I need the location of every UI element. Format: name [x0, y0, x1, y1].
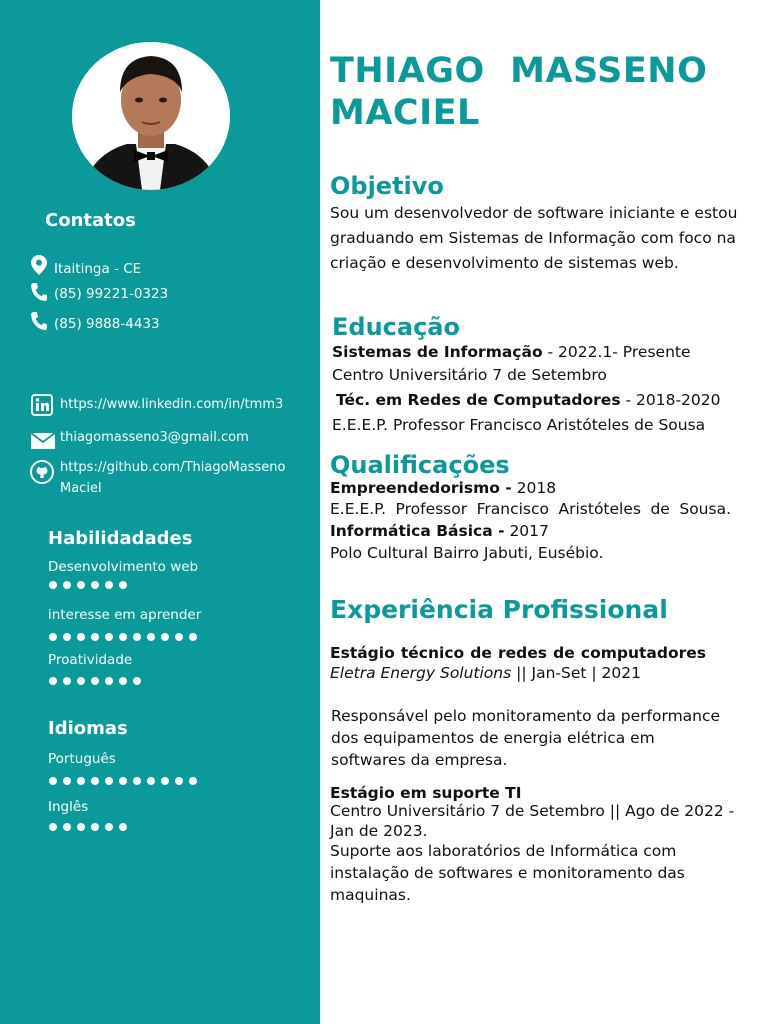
- linkedin-link[interactable]: https://www.linkedin.com/in/tmm3: [60, 397, 284, 412]
- experience-heading: Experiência Profissional: [330, 595, 668, 624]
- sidebar: [0, 0, 320, 1024]
- level-dot: [91, 581, 99, 589]
- level-dot: [91, 633, 99, 641]
- qualification-title: Empreendedorismo -: [330, 479, 512, 497]
- level-dot: [63, 677, 71, 685]
- job-company: Eletra Energy Solutions: [330, 664, 512, 682]
- level-dot: [105, 581, 113, 589]
- level-dot: [77, 823, 85, 831]
- level-dot: [175, 777, 183, 785]
- level-dot: [91, 823, 99, 831]
- job-header: [330, 643, 706, 683]
- job-title: Estágio técnico de redes de computadores: [330, 644, 706, 662]
- level-dot: [189, 777, 197, 785]
- level-dot: [119, 581, 127, 589]
- language-label: Português: [48, 751, 116, 767]
- education-item: [336, 391, 720, 409]
- level-dot: [175, 633, 183, 641]
- level-dot: [147, 777, 155, 785]
- skill-level-dots: [49, 677, 141, 685]
- profile-photo: [72, 42, 230, 190]
- level-dot: [49, 581, 57, 589]
- job-description: Responsável pelo monitoramento da performance dos equipamentos de energia elétrica em softwares da empresa.: [331, 707, 721, 769]
- qualification-item: [330, 479, 556, 497]
- level-dot: [133, 633, 141, 641]
- level-dot: [91, 677, 99, 685]
- full-name-line1: THIAGO MASSENO: [330, 51, 708, 91]
- level-dot: [147, 633, 155, 641]
- phone-icon: [31, 283, 47, 301]
- level-dot: [49, 823, 57, 831]
- job-company-period: Centro Universitário 7 de Setembro || Ago de 2022 - Jan de 2023.: [330, 802, 735, 840]
- level-dot: [91, 777, 99, 785]
- skill-level-dots: [49, 633, 197, 641]
- qualification-place: E.E.E.P. Professor Francisco Aristóteles de Sousa.: [330, 500, 731, 518]
- education-course: Téc. em Redes de Computadores: [336, 391, 621, 409]
- skill-level-dots: [49, 581, 127, 589]
- education-heading: Educação: [332, 313, 460, 341]
- full-name: [330, 50, 730, 134]
- level-dot: [63, 581, 71, 589]
- qualifications-heading: Qualificações: [330, 451, 510, 479]
- language-level-dots: [49, 823, 127, 831]
- level-dot: [133, 777, 141, 785]
- github-link-line2[interactable]: Maciel: [60, 481, 102, 496]
- level-dot: [119, 823, 127, 831]
- linkedin-icon: [31, 394, 53, 416]
- profile-photo-illustration: [72, 42, 230, 190]
- level-dot: [161, 777, 169, 785]
- objective-text: Sou um desenvolvedor de software iniciante e estou graduando em Sistemas de Informação com foco na criação e desenvolvimento de sistemas web.: [330, 204, 738, 272]
- education-item: [332, 343, 691, 361]
- education-period: - 2022.1- Presente: [542, 343, 691, 361]
- education-institution: E.E.E.P. Professor Francisco Aristóteles de Sousa: [332, 416, 706, 434]
- github-icon: [30, 460, 54, 484]
- level-dot: [119, 633, 127, 641]
- phone-icon: [31, 312, 47, 330]
- email-icon: [31, 432, 55, 450]
- level-dot: [77, 581, 85, 589]
- level-dot: [105, 777, 113, 785]
- skill-label: Desenvolvimento web: [48, 559, 199, 575]
- location-pin-icon: [31, 255, 47, 275]
- languages-heading: Idiomas: [48, 718, 128, 739]
- skill-label: Proatividade: [48, 652, 133, 668]
- level-dot: [105, 823, 113, 831]
- contacts-heading: Contatos: [45, 210, 136, 231]
- level-dot: [49, 677, 57, 685]
- qualification-title: Informática Básica -: [330, 522, 505, 540]
- qualification-year: 2018: [511, 479, 557, 497]
- level-dot: [63, 633, 71, 641]
- job-period: || Jan-Set | 2021: [511, 664, 641, 682]
- level-dot: [105, 677, 113, 685]
- level-dot: [119, 677, 127, 685]
- level-dot: [133, 677, 141, 685]
- language-level-dots: [49, 777, 197, 785]
- level-dot: [77, 777, 85, 785]
- language-label: Inglês: [48, 799, 89, 815]
- skills-heading: Habilidadades: [48, 528, 193, 549]
- level-dot: [63, 777, 71, 785]
- job-description: Suporte aos laboratórios de Informática com instalação de softwares e monitoramento das maquinas.: [330, 842, 685, 904]
- education-period: - 2018-2020: [620, 391, 721, 409]
- level-dot: [63, 823, 71, 831]
- email-link[interactable]: thiagomasseno3@gmail.com: [60, 430, 249, 445]
- qualification-year: 2017: [504, 522, 549, 540]
- full-name-line2: MACIEL: [330, 93, 480, 133]
- level-dot: [77, 633, 85, 641]
- level-dot: [161, 633, 169, 641]
- level-dot: [77, 677, 85, 685]
- phone-text-2: (85) 9888-4433: [54, 316, 160, 332]
- location-text: Itaitinga - CE: [54, 261, 142, 277]
- level-dot: [105, 633, 113, 641]
- level-dot: [189, 633, 197, 641]
- objective-heading: Objetivo: [330, 172, 444, 200]
- github-link-line1[interactable]: https://github.com/ThiagoMasseno: [60, 460, 286, 475]
- job-title-text: Estágio em suporte TI: [330, 784, 522, 802]
- education-institution: Centro Universitário 7 de Setembro: [332, 366, 607, 384]
- education-course: Sistemas de Informação: [332, 343, 543, 361]
- qualification-details: [330, 498, 731, 542]
- job-title: [330, 784, 522, 802]
- skill-label: interesse em aprender: [48, 607, 202, 623]
- qualification-place: Polo Cultural Bairro Jabuti, Eusébio.: [330, 544, 604, 562]
- level-dot: [119, 777, 127, 785]
- phone-text-1: (85) 99221-0323: [54, 286, 169, 302]
- level-dot: [49, 633, 57, 641]
- level-dot: [49, 777, 57, 785]
